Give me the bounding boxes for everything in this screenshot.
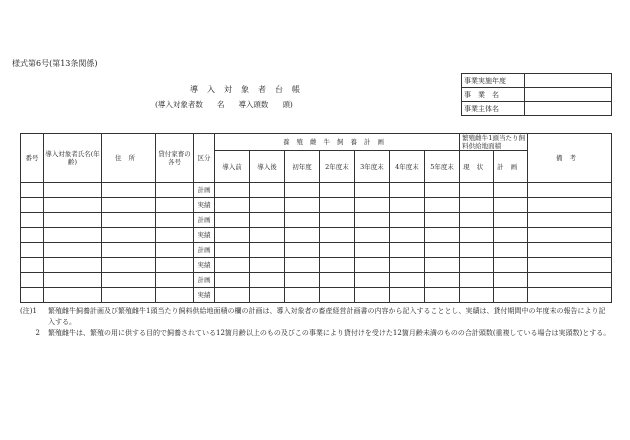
table-cell[interactable] bbox=[494, 243, 528, 258]
project-info-table bbox=[461, 73, 612, 116]
table-cell[interactable] bbox=[156, 258, 194, 273]
table-cell[interactable] bbox=[285, 243, 320, 258]
table-cell[interactable] bbox=[102, 213, 156, 228]
table-cell[interactable] bbox=[528, 228, 612, 243]
row-category-label: 実績 bbox=[194, 258, 215, 273]
table-cell[interactable] bbox=[528, 198, 612, 213]
table-cell[interactable] bbox=[44, 213, 102, 228]
table-cell[interactable] bbox=[528, 213, 612, 228]
table-cell[interactable] bbox=[390, 228, 425, 243]
table-cell[interactable] bbox=[102, 243, 156, 258]
subtitle-unit-heads: 頭) bbox=[282, 100, 293, 109]
header-breeding-plan: 養殖雌牛飼養計画 bbox=[215, 134, 460, 151]
table-cell[interactable] bbox=[320, 258, 355, 273]
table-cell[interactable] bbox=[390, 288, 425, 303]
table-row bbox=[21, 213, 612, 228]
table-cell[interactable] bbox=[156, 273, 194, 288]
table-cell[interactable] bbox=[494, 258, 528, 273]
table-row bbox=[21, 183, 612, 198]
info-label-operator: 事業主体名 bbox=[462, 102, 525, 116]
table-cell[interactable] bbox=[285, 258, 320, 273]
header-remarks: 備考 bbox=[528, 134, 612, 183]
header-plan-col: 2年度末 bbox=[320, 151, 355, 183]
table-cell[interactable] bbox=[528, 258, 612, 273]
table-cell[interactable] bbox=[355, 243, 390, 258]
header-plan-col: 導入前 bbox=[215, 151, 250, 183]
table-cell[interactable] bbox=[425, 228, 460, 243]
header-plan-col: 4年度末 bbox=[390, 151, 425, 183]
table-cell[interactable] bbox=[390, 258, 425, 273]
table-cell[interactable] bbox=[156, 228, 194, 243]
table-cell[interactable] bbox=[425, 288, 460, 303]
table-cell[interactable] bbox=[390, 198, 425, 213]
table-cell[interactable] bbox=[494, 273, 528, 288]
table-cell[interactable] bbox=[425, 243, 460, 258]
table-cell[interactable] bbox=[21, 288, 44, 303]
table-cell[interactable] bbox=[156, 243, 194, 258]
table-row bbox=[21, 258, 612, 273]
table-row bbox=[21, 228, 612, 243]
table-cell[interactable] bbox=[425, 258, 460, 273]
table-cell[interactable] bbox=[285, 228, 320, 243]
table-cell[interactable] bbox=[528, 273, 612, 288]
table-cell[interactable] bbox=[21, 258, 44, 273]
table-cell[interactable] bbox=[21, 273, 44, 288]
header-row-1 bbox=[21, 134, 612, 151]
table-cell[interactable] bbox=[102, 198, 156, 213]
table-cell[interactable] bbox=[460, 258, 494, 273]
table-cell[interactable] bbox=[494, 288, 528, 303]
table-cell[interactable] bbox=[44, 243, 102, 258]
info-row bbox=[462, 88, 612, 102]
table-cell[interactable] bbox=[460, 228, 494, 243]
table-cell[interactable] bbox=[102, 273, 156, 288]
row-category-label: 実績 bbox=[194, 228, 215, 243]
ledger-table bbox=[20, 133, 612, 303]
table-cell[interactable] bbox=[494, 198, 528, 213]
header-address: 住所 bbox=[102, 134, 156, 183]
table-cell[interactable] bbox=[320, 288, 355, 303]
table-cell[interactable] bbox=[44, 183, 102, 198]
table-cell[interactable] bbox=[390, 273, 425, 288]
table-cell[interactable] bbox=[102, 258, 156, 273]
table-cell[interactable] bbox=[355, 213, 390, 228]
table-cell[interactable] bbox=[285, 213, 320, 228]
subtitle-mid: 導入頭数 bbox=[238, 100, 269, 109]
header-plan-col: 初年度 bbox=[285, 151, 320, 183]
header-feed-area: 繁殖雌牛1頭当たり飼料供給地面積 bbox=[460, 134, 528, 151]
subtitle bbox=[155, 99, 293, 110]
row-category-label: 計画 bbox=[194, 273, 215, 288]
note-item bbox=[20, 328, 612, 339]
table-cell[interactable] bbox=[250, 273, 285, 288]
header-no: 番号 bbox=[21, 134, 44, 183]
table-cell[interactable] bbox=[460, 288, 494, 303]
table-cell[interactable] bbox=[156, 183, 194, 198]
note-text: 繁殖雌牛飼養計画及び繁殖雌牛1頭当たり飼料供給地面積の欄の計画は、導入対象者の畜産経営計画書の内容から記入することとし、実績は、貸付期間中の年度末の報告により記入する。 bbox=[48, 307, 606, 327]
table-cell[interactable] bbox=[44, 273, 102, 288]
table-cell[interactable] bbox=[44, 228, 102, 243]
table-cell[interactable] bbox=[215, 288, 250, 303]
table-cell[interactable] bbox=[215, 243, 250, 258]
info-label-fiscal-year: 事業実施年度 bbox=[462, 74, 525, 88]
table-cell[interactable] bbox=[320, 243, 355, 258]
table-cell[interactable] bbox=[215, 228, 250, 243]
row-category-label: 実績 bbox=[194, 288, 215, 303]
table-cell[interactable] bbox=[285, 183, 320, 198]
table-cell[interactable] bbox=[102, 183, 156, 198]
info-value-operator[interactable] bbox=[525, 102, 612, 116]
table-cell[interactable] bbox=[460, 198, 494, 213]
table-cell[interactable] bbox=[44, 198, 102, 213]
row-category-label: 計画 bbox=[194, 213, 215, 228]
header-feed-plan: 計画 bbox=[494, 151, 528, 183]
table-cell[interactable] bbox=[156, 288, 194, 303]
info-value-fiscal-year[interactable] bbox=[525, 74, 612, 88]
table-cell[interactable] bbox=[285, 288, 320, 303]
header-feed-current: 現状 bbox=[460, 151, 494, 183]
table-cell[interactable] bbox=[528, 243, 612, 258]
table-row bbox=[21, 198, 612, 213]
table-cell[interactable] bbox=[320, 228, 355, 243]
header-livestock: 貸付家畜の各号 bbox=[156, 134, 194, 183]
table-cell[interactable] bbox=[528, 183, 612, 198]
table-cell[interactable] bbox=[44, 288, 102, 303]
note-label: 2 bbox=[35, 329, 40, 338]
subtitle-unit-persons: 名 bbox=[216, 100, 225, 109]
table-cell[interactable] bbox=[215, 258, 250, 273]
table-cell[interactable] bbox=[390, 243, 425, 258]
table-row bbox=[21, 288, 612, 303]
table-cell[interactable] bbox=[250, 243, 285, 258]
table-cell[interactable] bbox=[355, 273, 390, 288]
table-cell[interactable] bbox=[425, 273, 460, 288]
table-cell[interactable] bbox=[320, 213, 355, 228]
table-cell[interactable] bbox=[215, 213, 250, 228]
table-cell[interactable] bbox=[215, 183, 250, 198]
table-cell[interactable] bbox=[156, 198, 194, 213]
table-cell[interactable] bbox=[320, 198, 355, 213]
info-row bbox=[462, 74, 612, 88]
row-category-label: 実績 bbox=[194, 198, 215, 213]
table-cell[interactable] bbox=[528, 288, 612, 303]
table-cell[interactable] bbox=[494, 183, 528, 198]
table-cell[interactable] bbox=[285, 273, 320, 288]
header-plan-col: 3年度末 bbox=[355, 151, 390, 183]
table-cell[interactable] bbox=[215, 273, 250, 288]
page-title: 導入対象者台帳 bbox=[190, 85, 309, 94]
note-text: 繁殖雌牛は、繁殖の用に供する目的で飼養されている12箇月齢以上のもの及びこの事業により貸付けを受けた12箇月齢未満のものの合計頭数(重複している場合は実頭数)とする。 bbox=[48, 329, 611, 338]
table-cell[interactable] bbox=[215, 198, 250, 213]
table-cell[interactable] bbox=[102, 288, 156, 303]
table-cell[interactable] bbox=[21, 198, 44, 213]
table-cell[interactable] bbox=[21, 183, 44, 198]
table-cell[interactable] bbox=[355, 258, 390, 273]
table-cell[interactable] bbox=[320, 183, 355, 198]
table-cell[interactable] bbox=[21, 228, 44, 243]
table-cell[interactable] bbox=[460, 213, 494, 228]
table-cell[interactable] bbox=[460, 243, 494, 258]
table-cell[interactable] bbox=[494, 213, 528, 228]
row-category-label: 計画 bbox=[194, 243, 215, 258]
row-category-label: 計画 bbox=[194, 183, 215, 198]
table-cell[interactable] bbox=[285, 198, 320, 213]
note-label: (注)1 bbox=[20, 307, 37, 315]
table-row bbox=[21, 243, 612, 258]
table-cell[interactable] bbox=[425, 213, 460, 228]
notes bbox=[20, 306, 612, 340]
table-cell[interactable] bbox=[390, 213, 425, 228]
info-value-project-name[interactable] bbox=[525, 88, 612, 102]
table-cell[interactable] bbox=[102, 228, 156, 243]
table-cell[interactable] bbox=[21, 213, 44, 228]
table-cell[interactable] bbox=[494, 228, 528, 243]
table-row bbox=[21, 273, 612, 288]
header-plan-col: 5年度末 bbox=[425, 151, 460, 183]
table-cell[interactable] bbox=[390, 183, 425, 198]
table-cell[interactable] bbox=[44, 258, 102, 273]
note-item bbox=[20, 306, 612, 328]
info-row bbox=[462, 102, 612, 116]
table-cell[interactable] bbox=[250, 198, 285, 213]
table-cell[interactable] bbox=[156, 213, 194, 228]
table-cell[interactable] bbox=[250, 288, 285, 303]
header-category: 区分 bbox=[194, 134, 215, 183]
table-cell[interactable] bbox=[250, 213, 285, 228]
table-cell[interactable] bbox=[355, 198, 390, 213]
table-cell[interactable] bbox=[460, 183, 494, 198]
table-cell[interactable] bbox=[250, 228, 285, 243]
table-cell[interactable] bbox=[355, 183, 390, 198]
table-cell[interactable] bbox=[425, 183, 460, 198]
table-cell[interactable] bbox=[320, 273, 355, 288]
header-name-age: 導入対象者氏名(年齢) bbox=[44, 134, 102, 183]
subtitle-prefix: (導入対象者数 bbox=[155, 100, 203, 109]
table-cell[interactable] bbox=[425, 198, 460, 213]
table-cell[interactable] bbox=[460, 273, 494, 288]
form-number: 様式第6号(第13条関係) bbox=[12, 59, 98, 68]
header-plan-col: 導入後 bbox=[250, 151, 285, 183]
info-label-project-name: 事業名 bbox=[462, 88, 525, 102]
table-cell[interactable] bbox=[250, 183, 285, 198]
table-cell[interactable] bbox=[355, 228, 390, 243]
table-cell[interactable] bbox=[355, 288, 390, 303]
table-cell[interactable] bbox=[21, 243, 44, 258]
table-cell[interactable] bbox=[250, 258, 285, 273]
